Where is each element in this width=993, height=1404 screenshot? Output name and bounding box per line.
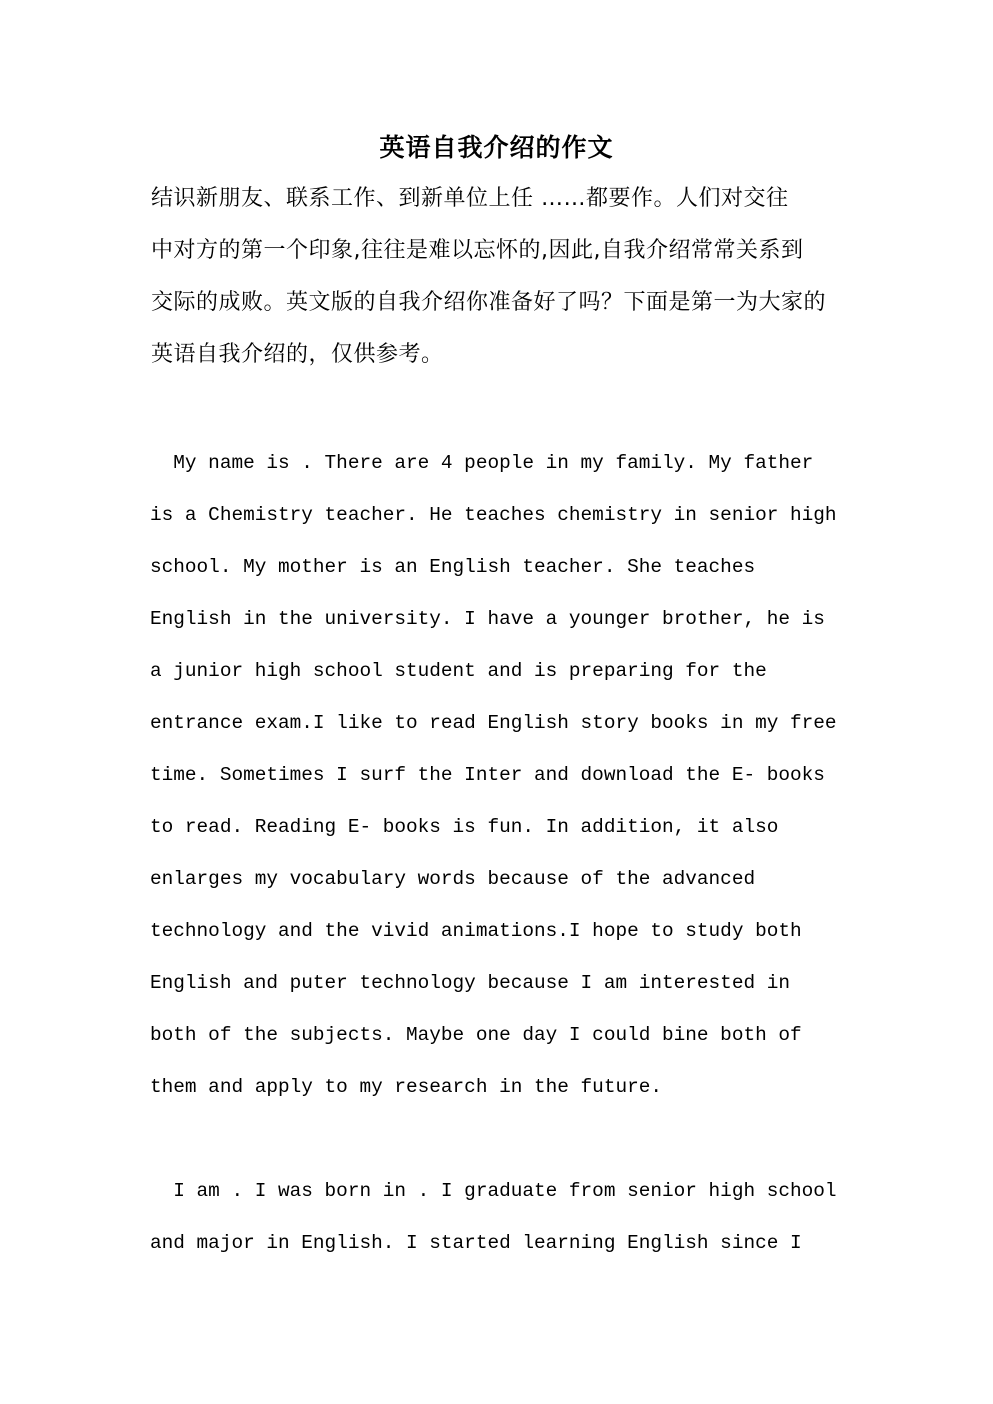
intro-line-4: 英语自我介绍的，仅供参考。 bbox=[151, 342, 444, 367]
paragraph1-line-1: My name is . There are 4 people in my family. My father bbox=[150, 452, 814, 474]
intro-line-2: 中对方的第一个印象,往往是难以忘怀的,因此,自我介绍常常关系到 bbox=[151, 238, 804, 263]
paragraph1-line-6: entrance exam.I like to read English story books in my free bbox=[150, 712, 837, 734]
paragraph1-line-8: to read. Reading E- books is fun. In addition, it also bbox=[150, 816, 779, 838]
paragraph1-line-11: English and puter technology because I am interested in bbox=[150, 972, 790, 994]
paragraph1-line-5: a junior high school student and is preparing for the bbox=[150, 660, 767, 682]
paragraph1-line-4: English in the university. I have a younger brother, he is bbox=[150, 608, 825, 630]
intro-line-3: 交际的成败。英文版的自我介绍你准备好了吗？下面是第一为大家的 bbox=[151, 290, 827, 315]
paragraph2-line-1: I am . I was born in . I graduate from senior high school bbox=[150, 1180, 837, 1202]
paragraph1-line-10: technology and the vivid animations.I hope to study both bbox=[150, 920, 802, 942]
intro-line-1: 结识新朋友、联系工作、到新单位上任 ……都要作。人们对交往 bbox=[151, 186, 789, 211]
paragraph1-line-9: enlarges my vocabulary words because of the advanced bbox=[150, 868, 756, 890]
paragraph1-line-7: time. Sometimes I surf the Inter and download the E- books bbox=[150, 764, 825, 786]
paragraph1-line-12: both of the subjects. Maybe one day I could bine both of bbox=[150, 1024, 802, 1046]
paragraph2-line-2: and major in English. I started learning English since I bbox=[150, 1232, 802, 1254]
paragraph1-line-3: school. My mother is an English teacher. She teaches bbox=[150, 556, 756, 578]
paragraph1-line-2: is a Chemistry teacher. He teaches chemistry in senior high bbox=[150, 504, 837, 526]
paragraph1-line-13: them and apply to my research in the future. bbox=[150, 1076, 662, 1098]
document-title: 英语自我介绍的作文 bbox=[379, 133, 614, 162]
